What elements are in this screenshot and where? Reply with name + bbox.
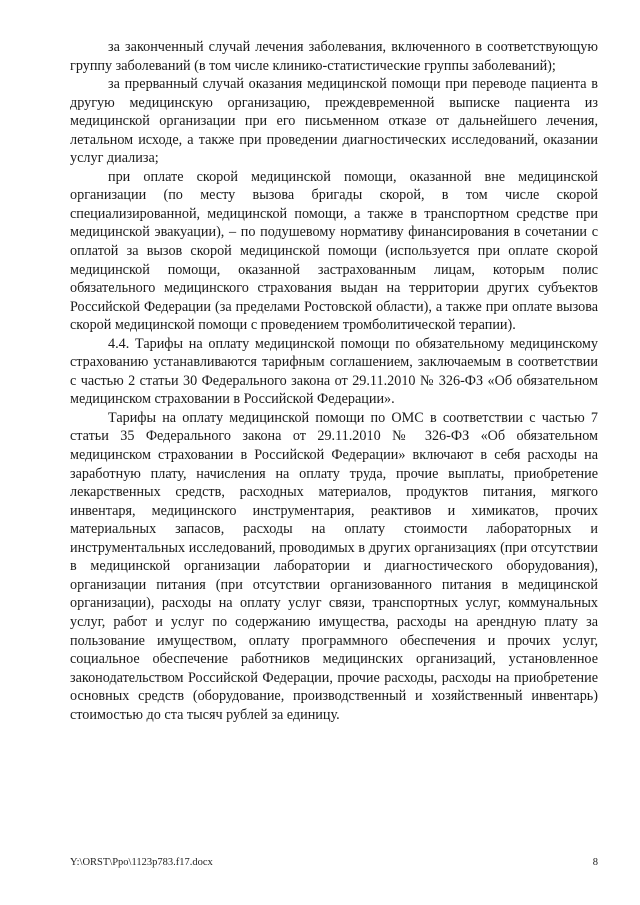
paragraph-section-4-4: 4.4. Тарифы на оплату медицинской помощи по обязательному медицинскому страхованию устанавливаются тарифным соглашением, заключаемым в соответствии с частью 2 статьи 30 Федерального закона от 29.11.2010 № 326-ФЗ «Об обязательном медицинском страховании в Российской Федерации». [70,335,598,408]
paragraph-tariff-expenses: Тарифы на оплату медицинской помощи по ОМС в соответствии с частью 7 статьи 35 Федерального закона от 29.11.2010 № 326-ФЗ «Об обязательном медицинском страховании в Российской Федерации» включают в себя расходы на заработную плату, начисления на оплату труда, прочие выплаты, приобретение лекарственных средств, расходных материалов, продуктов питания, мягкого инвентаря, медицинского инструментария, реактивов и химикатов, прочих материальных запасов, расходы на оплату стоимости лабораторных и инструментальных исследований, проводимых в других организациях (при отсутствии в медицинской организации лаборатории и диагностического оборудования), организации питания (при отсутствии организованного питания в медицинской организации), расходы на оплату услуг связи, транспортных услуг, коммунальных услуг, работ и услуг по содержанию имущества, расходы на арендную плату за пользование имуществом, оплату программного обеспечения и прочих услуг, социальное обеспечение работников медицинских организаций, установленное законодательством Российской Федерации, прочие расходы, расходы на приобретение основных средств (оборудование, производственный и хозяйственный инвентарь) стоимостью до ста тысяч рублей за единицу. [70,409,598,723]
paragraph-complete-case: за законченный случай лечения заболевания, включенного в соответствующую группу заболеваний (в том числе клинико-статистические группы заболеваний); [70,39,598,74]
footer-page-number: 8 [592,857,598,868]
paragraph-emergency-care: при оплате скорой медицинской помощи, оказанной вне медицинской организации (по месту вызова бригады скорой, в том числе скорой специализированной, медицинской помощи, а также в транспортном средстве при медицинской эвакуации), – по подушевому нормативу финансирования в сочетании с оплатой за вызов скорой медицинской помощи (используется при оплате скорой медицинской помощи, оказанной застрахованным лицам, которым полис обязательного медицинского страхования выдан на территории других субъектов Российской Федерации (за пределами Ростовской области), а также при оплате вызова скорой медицинской помощи с проведением тромболитической терапии). [70,168,598,334]
document-body [70,38,598,724]
footer-file-path: Y:\ORST\Ppo\1123p783.f17.docx [70,857,213,868]
paragraph-interrupted-case: за прерванный случай оказания медицинской помощи при переводе пациента в другую медицинскую организацию, преждевременной выписке пациента из медицинской организации при его письменном отказе от дальнейшего лечения, летальном исходе, а также при проведении диагностических исследований, оказании услуг диализа; [70,76,598,167]
